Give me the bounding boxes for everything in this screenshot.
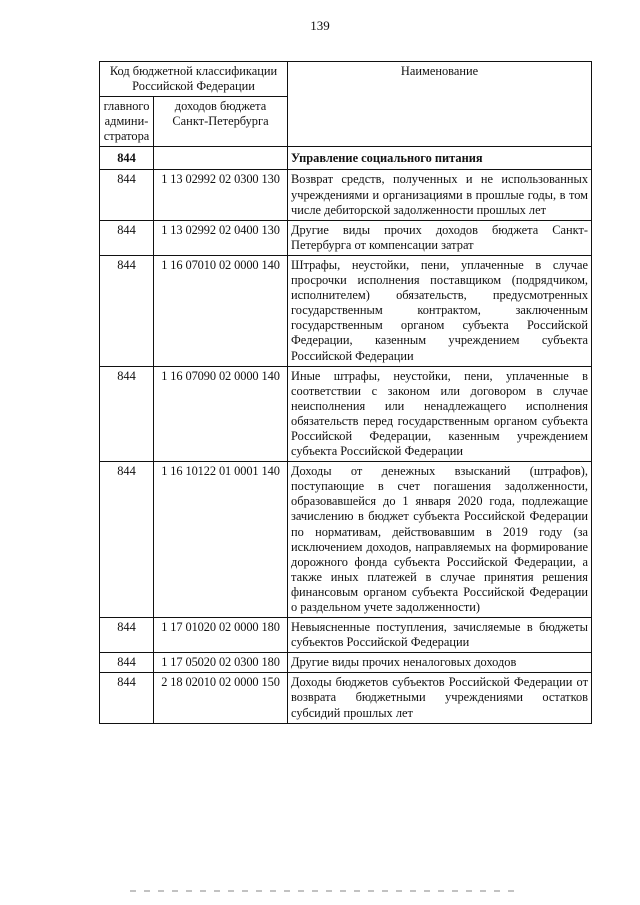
- admin-code: 844: [100, 673, 154, 723]
- revenue-code: 2 18 02010 02 0000 150: [154, 673, 288, 723]
- revenue-code: 1 16 10122 01 0001 140: [154, 462, 288, 618]
- admin-code: 844: [100, 653, 154, 673]
- scan-artifact-line: [130, 890, 520, 892]
- revenue-code: 1 17 05020 02 0300 180: [154, 653, 288, 673]
- revenue-code: 1 16 07010 02 0000 140: [154, 255, 288, 366]
- group-row: [100, 147, 592, 170]
- group-admin-code: 844: [100, 147, 154, 170]
- table-row: [100, 462, 592, 618]
- header-code-group: Код бюджетной классификации Российской Федерации: [100, 62, 288, 97]
- revenue-code: 1 16 07090 02 0000 140: [154, 366, 288, 462]
- revenue-code: 1 13 02992 02 0400 130: [154, 220, 288, 255]
- revenue-code: 1 17 01020 02 0000 180: [154, 618, 288, 653]
- revenue-name: Другие виды прочих неналоговых доходов: [288, 653, 592, 673]
- page-number: 139: [310, 18, 330, 33]
- revenue-name: Доходы от денежных взысканий (штрафов), поступающие в счет погашения задолженности, образовавшейся до 1 января 2020 года, подлежащие зачислению в бюджет субъекта Российской Федерации по нормативам, действовавшим в 2019 году (за исключением доходов, направляемых на формирование дорожного фонда субъекта Российской Федерации, а также иных платежей в случае принятия решения финансовым органом субъекта Российской Федерации о раздельном учете задолженности): [288, 462, 592, 618]
- admin-code: 844: [100, 220, 154, 255]
- revenue-name: Другие виды прочих доходов бюджета Санкт-Петербурга от компенсации затрат: [288, 220, 592, 255]
- admin-code: 844: [100, 462, 154, 618]
- revenue-name: Штрафы, неустойки, пени, уплаченные в случае просрочки исполнения поставщиком (подрядчиком, исполнителем) обязательств, предусмотренных государственным контрактом, заключенным государственным органом субъекта Российской Федерации, казенным учреждением субъекта Российской Федерации: [288, 255, 592, 366]
- table-row: [100, 673, 592, 723]
- revenue-name: Невыясненные поступления, зачисляемые в бюджеты субъектов Российской Федерации: [288, 618, 592, 653]
- header-name: Наименование: [288, 62, 592, 147]
- admin-code: 844: [100, 255, 154, 366]
- revenue-name: Доходы бюджетов субъектов Российской Федерации от возврата бюджетными учреждениями остатков субсидий прошлых лет: [288, 673, 592, 723]
- table-row: [100, 220, 592, 255]
- admin-code: 844: [100, 170, 154, 220]
- budget-classification-table: [99, 61, 592, 724]
- table-row: [100, 170, 592, 220]
- revenue-name: Иные штрафы, неустойки, пени, уплаченные в соответствии с законом или договором в случае неисполнения или ненадлежащего исполнения обязательств перед государственным органом субъекта Российской Федерации, казенным учреждением субъекта Российской Федерации: [288, 366, 592, 462]
- revenue-name: Возврат средств, полученных и не использованных учреждениями и организациями в прошлые годы, в том числе дебиторской задолженности прошлых лет: [288, 170, 592, 220]
- group-revenue-code: [154, 147, 288, 170]
- table-row: [100, 366, 592, 462]
- table-row: [100, 653, 592, 673]
- table-row: [100, 618, 592, 653]
- header-revenue: доходов бюджета Санкт-Петербурга: [154, 97, 288, 147]
- revenue-code: 1 13 02992 02 0300 130: [154, 170, 288, 220]
- table-row: [100, 255, 592, 366]
- admin-code: 844: [100, 366, 154, 462]
- admin-code: 844: [100, 618, 154, 653]
- header-admin: главного админи-стратора: [100, 97, 154, 147]
- group-name: Управление социального питания: [288, 147, 592, 170]
